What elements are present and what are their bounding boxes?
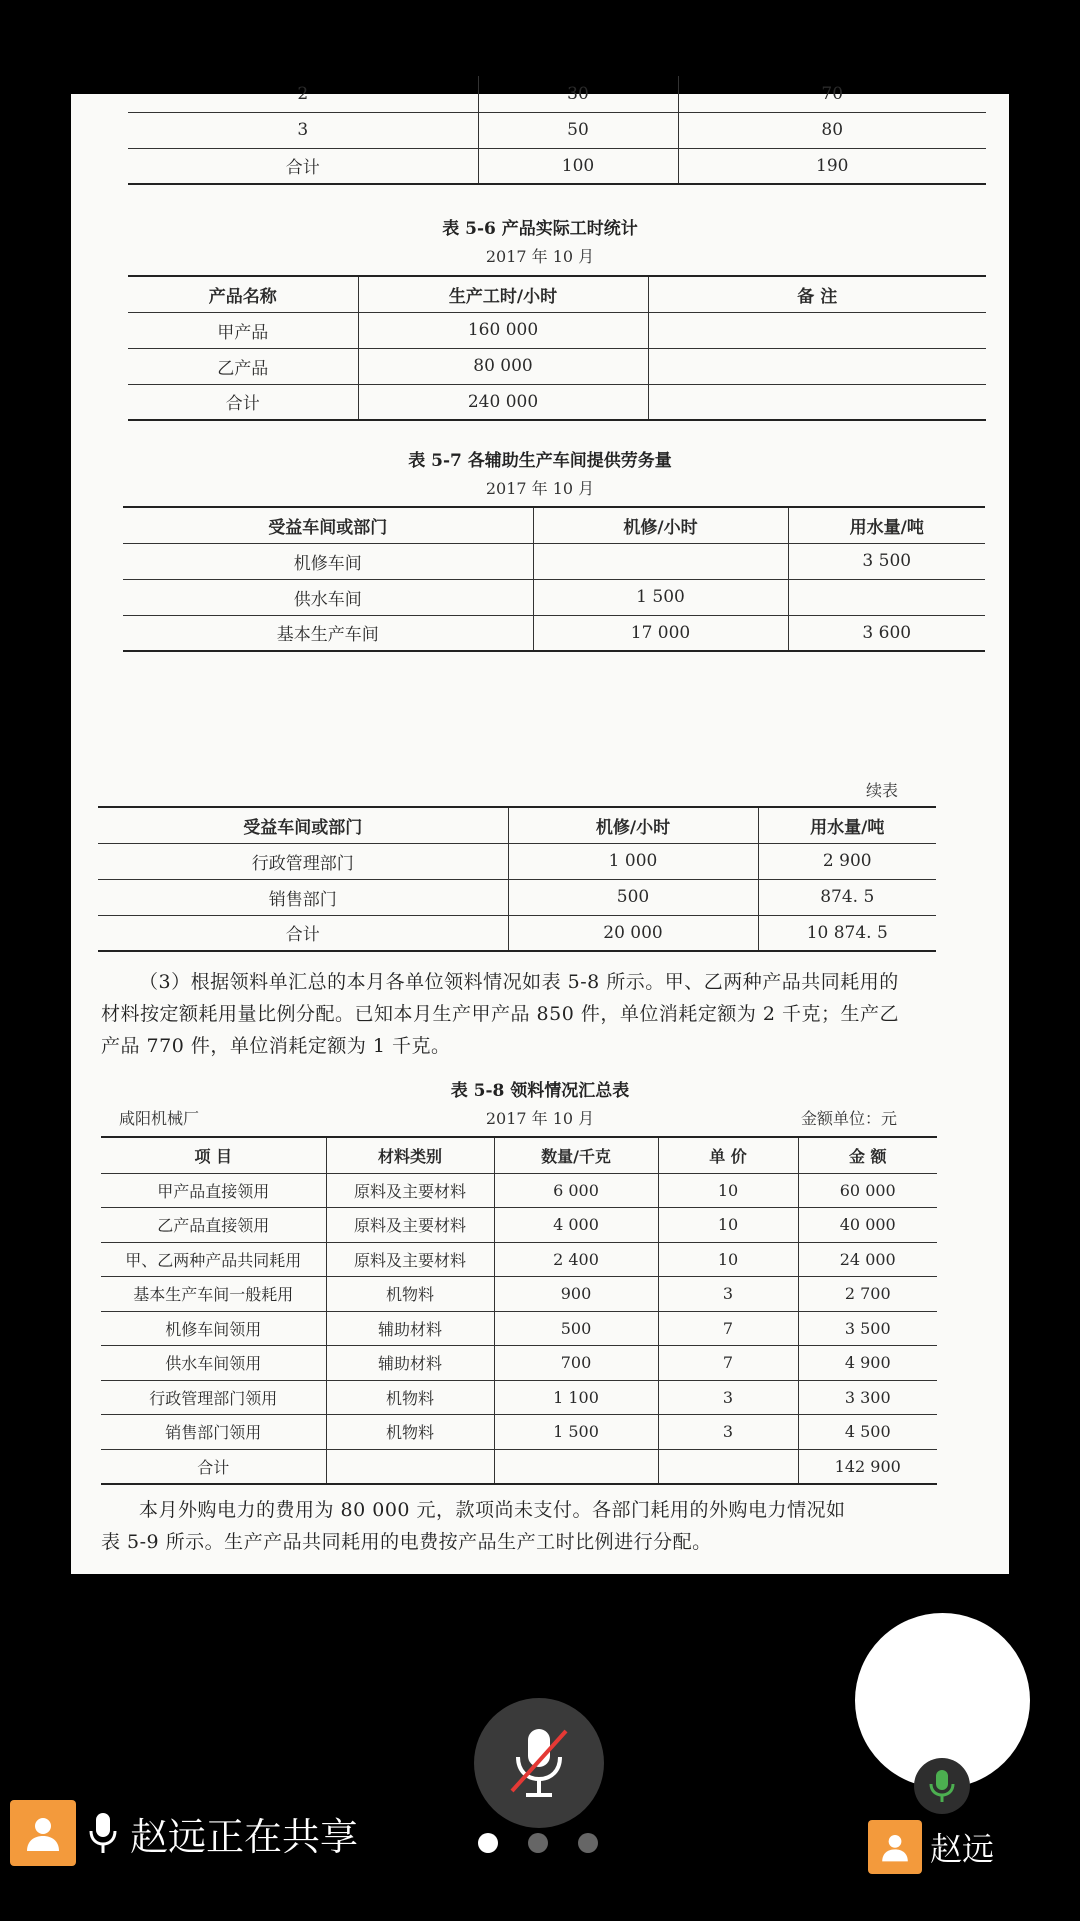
table-cell: 190 <box>678 148 986 184</box>
table-cell: 1 000 <box>508 843 758 879</box>
table-cell: 700 <box>494 1346 658 1381</box>
table-cell: 40 000 <box>798 1208 937 1243</box>
table-cell: 7 <box>658 1346 798 1381</box>
table-5-5 <box>128 76 986 185</box>
table-cell: 基本生产车间 <box>123 615 533 651</box>
participant-label <box>868 1820 994 1874</box>
paragraph-line: 表 5-9 所示。生产产品共同耗用的电费按产品生产工时比例进行分配。 <box>101 1531 712 1553</box>
table-cell: 乙产品 <box>128 348 358 384</box>
table-cell: 4 900 <box>798 1346 937 1381</box>
table-cell: 10 874. 5 <box>758 915 936 951</box>
table-cell: 1 500 <box>533 579 788 615</box>
table-cell: 100 <box>478 148 678 184</box>
continued-label: 续表 <box>866 781 899 800</box>
table-row <box>101 1380 937 1415</box>
table-cell: 900 <box>494 1277 658 1312</box>
amount-unit: 金额单位：元 <box>801 1109 898 1128</box>
table-row <box>128 76 986 112</box>
table-cell: 80 000 <box>358 348 648 384</box>
table-cell: 甲产品直接领用 <box>101 1173 326 1208</box>
table-cell <box>658 1449 798 1484</box>
page-dot-3[interactable] <box>578 1833 598 1853</box>
microphone-active-icon <box>928 1768 956 1804</box>
table-row <box>101 1449 937 1484</box>
column-header: 数量/千克 <box>494 1137 658 1173</box>
table-cell: 3 <box>658 1380 798 1415</box>
column-header: 受益车间或部门 <box>98 807 508 843</box>
paragraph-line: （3）根据领料单汇总的本月各单位领料情况如表 5-8 所示。甲、乙两种产品共同耗用的 <box>139 971 899 993</box>
table-row <box>128 148 986 184</box>
table-cell: 销售部门 <box>98 879 508 915</box>
column-header: 产品名称 <box>128 276 358 312</box>
column-header: 用水量/吨 <box>788 507 985 543</box>
participant-avatar <box>868 1820 922 1874</box>
table-cell: 2 700 <box>798 1277 937 1312</box>
participant-mic-status <box>914 1758 970 1814</box>
table-cell: 7 <box>658 1311 798 1346</box>
table-5-7 <box>123 506 985 652</box>
table-cell: 30 <box>478 76 678 112</box>
table-cell: 3 300 <box>798 1380 937 1415</box>
table-5-8-date: 2017 年 10 月 <box>485 1109 595 1128</box>
sharer-avatar <box>10 1800 76 1866</box>
table-cell: 10 <box>658 1208 798 1243</box>
table-cell: 4 500 <box>798 1415 937 1450</box>
table-cell: 3 600 <box>788 615 985 651</box>
table-row <box>101 1346 937 1381</box>
table-row <box>101 1311 937 1346</box>
table-cell: 机修车间 <box>123 543 533 579</box>
table-row <box>128 312 986 348</box>
table-cell: 合计 <box>98 915 508 951</box>
table-cell: 原料及主要材料 <box>326 1242 494 1277</box>
column-header: 金 额 <box>798 1137 937 1173</box>
table-row <box>101 1415 937 1450</box>
column-header: 生产工时/小时 <box>358 276 648 312</box>
column-header: 机修/小时 <box>533 507 788 543</box>
person-icon <box>879 1831 911 1863</box>
table-cell <box>648 384 986 420</box>
table-cell: 4 000 <box>494 1208 658 1243</box>
table-cell: 10 <box>658 1173 798 1208</box>
table-row <box>128 112 986 148</box>
table-cell: 原料及主要材料 <box>326 1173 494 1208</box>
table-cell: 乙产品直接领用 <box>101 1208 326 1243</box>
table-cell <box>494 1449 658 1484</box>
table-row <box>123 543 985 579</box>
table-cell: 874. 5 <box>758 879 936 915</box>
table-cell: 3 <box>658 1415 798 1450</box>
microphone-icon <box>88 1811 118 1855</box>
column-header: 单 价 <box>658 1137 798 1173</box>
table-5-7-title: 表 5-7 各辅助生产车间提供劳务量 <box>408 451 672 471</box>
table-row <box>98 879 936 915</box>
table-cell: 供水车间领用 <box>101 1346 326 1381</box>
table-5-7-date: 2017 年 10 月 <box>485 479 595 498</box>
table-cell: 3 <box>658 1277 798 1312</box>
table-cell: 2 900 <box>758 843 936 879</box>
table-row <box>128 348 986 384</box>
table-cell: 机物料 <box>326 1380 494 1415</box>
table-cell: 160 000 <box>358 312 648 348</box>
participant-name: 赵远 <box>930 1830 995 1868</box>
table-cell: 供水车间 <box>123 579 533 615</box>
table-cell: 2 <box>128 76 478 112</box>
table-cell: 行政管理部门 <box>98 843 508 879</box>
table-5-6-date: 2017 年 10 月 <box>485 247 595 266</box>
page-dot-2[interactable] <box>528 1833 548 1853</box>
paragraph-line: 材料按定额耗用量比例分配。已知本月生产甲产品 850 件，单位消耗定额为 2 千克；生产乙 <box>101 1003 900 1025</box>
table-cell: 3 500 <box>798 1311 937 1346</box>
table-cell: 142 900 <box>798 1449 937 1484</box>
page-indicator <box>478 1833 598 1853</box>
sharing-status-text: 赵远正在共享 <box>130 1814 359 1859</box>
table-cell: 合计 <box>101 1449 326 1484</box>
table-row <box>123 579 985 615</box>
column-header: 材料类别 <box>326 1137 494 1173</box>
table-cell: 3 <box>128 112 478 148</box>
table-5-7-continued <box>98 806 936 952</box>
table-cell: 甲产品 <box>128 312 358 348</box>
table-5-8-title: 表 5-8 领料情况汇总表 <box>450 1081 630 1101</box>
microphone-muted-icon <box>504 1723 574 1803</box>
table-row <box>101 1277 937 1312</box>
table-5-8 <box>101 1136 937 1485</box>
table-cell: 80 <box>678 112 986 148</box>
table-cell: 合计 <box>128 384 358 420</box>
table-cell: 50 <box>478 112 678 148</box>
table-cell: 500 <box>494 1311 658 1346</box>
mute-toggle-button[interactable] <box>474 1698 604 1828</box>
table-cell: 行政管理部门领用 <box>101 1380 326 1415</box>
table-cell: 6 000 <box>494 1173 658 1208</box>
table-5-6-title: 表 5-6 产品实际工时统计 <box>442 219 638 239</box>
company-name: 咸阳机械厂 <box>119 1109 200 1128</box>
table-cell <box>326 1449 494 1484</box>
table-row <box>101 1208 937 1243</box>
table-row <box>98 915 936 951</box>
table-cell: 240 000 <box>358 384 648 420</box>
table-cell <box>648 312 986 348</box>
table-cell: 20 000 <box>508 915 758 951</box>
table-cell: 17 000 <box>533 615 788 651</box>
table-cell <box>648 348 986 384</box>
table-cell: 机物料 <box>326 1415 494 1450</box>
paragraph-line: 本月外购电力的费用为 80 000 元，款项尚未支付。各部门耗用的外购电力情况如 <box>139 1499 846 1521</box>
table-cell: 1 100 <box>494 1380 658 1415</box>
table-cell: 10 <box>658 1242 798 1277</box>
table-row <box>123 615 985 651</box>
table-row <box>101 1242 937 1277</box>
paragraph-materials <box>101 966 981 1062</box>
sharer-indicator <box>10 1798 358 1868</box>
table-cell: 销售部门领用 <box>101 1415 326 1450</box>
table-row <box>98 843 936 879</box>
table-cell: 60 000 <box>798 1173 937 1208</box>
table-cell: 24 000 <box>798 1242 937 1277</box>
table-row <box>128 384 986 420</box>
table-cell: 70 <box>678 76 986 112</box>
table-cell: 原料及主要材料 <box>326 1208 494 1243</box>
table-cell: 3 500 <box>788 543 985 579</box>
table-cell: 1 500 <box>494 1415 658 1450</box>
column-header: 受益车间或部门 <box>123 507 533 543</box>
page-dot-1[interactable] <box>478 1833 498 1853</box>
table-cell: 合计 <box>128 148 478 184</box>
person-icon <box>23 1813 63 1853</box>
shared-document <box>71 83 1009 1574</box>
table-cell: 辅助材料 <box>326 1346 494 1381</box>
table-cell <box>533 543 788 579</box>
table-cell <box>788 579 985 615</box>
table-cell: 基本生产车间一般耗用 <box>101 1277 326 1312</box>
table-5-6 <box>128 275 986 421</box>
column-header: 备 注 <box>648 276 986 312</box>
paragraph-line: 产品 770 件，单位消耗定额为 1 千克。 <box>101 1035 451 1057</box>
table-cell: 机物料 <box>326 1277 494 1312</box>
table-cell: 甲、乙两种产品共同耗用 <box>101 1242 326 1277</box>
table-row <box>101 1173 937 1208</box>
table-cell: 机修车间领用 <box>101 1311 326 1346</box>
table-cell: 500 <box>508 879 758 915</box>
table-cell: 2 400 <box>494 1242 658 1277</box>
paragraph-electricity <box>101 1494 981 1558</box>
table-cell: 辅助材料 <box>326 1311 494 1346</box>
column-header: 用水量/吨 <box>758 807 936 843</box>
column-header: 机修/小时 <box>508 807 758 843</box>
column-header: 项 目 <box>101 1137 326 1173</box>
